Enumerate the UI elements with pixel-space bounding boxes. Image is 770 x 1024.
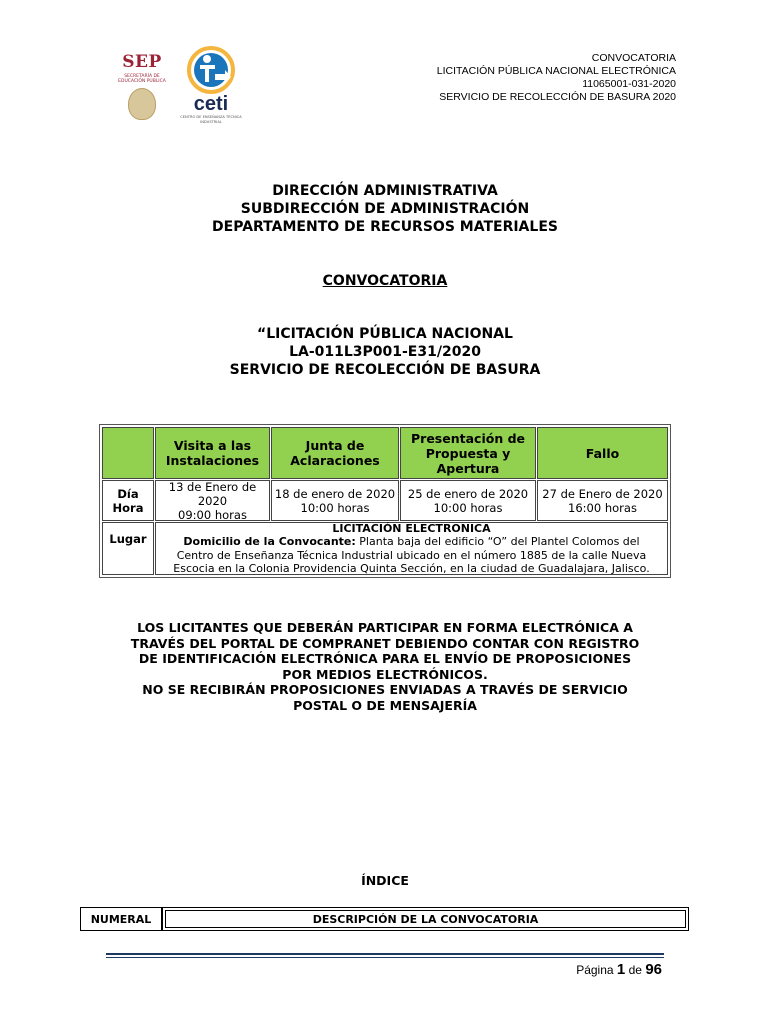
indice-table-header [80,907,689,931]
lugar-line-1-text: Planta baja del edificio “O” del Plantel Colomos del [355,535,640,548]
cell-presentacion [400,480,536,521]
licitacion-titles [0,325,770,379]
lugar-bold-label: Domicilio de la Convocante: [183,535,356,548]
fallo-time: 16:00 horas [568,500,637,515]
visita-line-2: 2020 [197,493,228,508]
header-presentacion [400,427,536,479]
notice-line-5: NO SE RECIBIRÁN PROPOSICIONES ENVIADAS A TRAVÉS DE SERVICIO [142,682,628,697]
header-visita [155,427,270,479]
title-servicio: SERVICIO DE RECOLECCIÓN DE BASURA [229,362,541,378]
lugar-title: LICITACIÓN ELECTRONICA [332,521,491,535]
indice-title: ÍNDICE [361,873,409,888]
cell-fallo [537,480,668,521]
row-label-dia: Día [117,486,139,501]
presentacion-date: 25 de enero de 2020 [407,486,529,501]
current-page: 1 [616,961,626,978]
header-junta-label: Junta de Aclaraciones [290,438,380,468]
row-label-lugar [102,522,154,575]
title-numero: LA-011L3P001-E31/2020 [289,344,481,360]
schedule-table [99,424,671,578]
title-subdireccion: SUBDIRECCIÓN DE ADMINISTRACIÓN [240,201,530,217]
de-label: de [628,963,642,977]
fallo-date: 27 de Enero de 2020 [542,486,663,501]
junta-time: 10:00 horas [300,500,370,515]
pagina-label: Página [576,963,614,977]
total-pages: 96 [645,961,662,978]
ceti-logo [180,44,242,130]
indice-inner-border [165,910,686,928]
lugar-line-2: Centro de Enseñanza Técnica Industrial ubicado en el número 1885 de la calle Nueva [176,548,647,562]
presentacion-time: 10:00 horas [433,500,503,515]
notice-line-6: POSTAL O DE MENSAJERÍA [293,697,477,713]
sep-seal-icon [128,88,156,120]
notice-line-2: TRAVÉS DEL PORTAL DE COMPRANET DEBIENDO CONTAR CON REGISTRO [130,635,640,651]
visita-line-1: 13 de Enero de [168,479,257,494]
header-line-2: LICITACIÓN PÚBLICA NACIONAL ELECTRÓNICA [436,65,676,77]
header-presentacion-label: Presentación de Propuesta y Apertura [411,430,525,476]
indice-col-numeral-label: NUMERAL [90,912,152,926]
row-label-dia-hora [102,480,154,521]
lugar-line-3: Escocia en la Colonia Providencia Quinta Sección, en la ciudad de Guadalajara, Jalisco. [173,562,650,575]
notice-line-3: DE IDENTIFICACIÓN ELECTRÓNICA PARA EL ENVÍO DE PROPOSICIONES [138,651,632,666]
sep-logo [112,52,172,124]
sep-logo-text: SEP [122,52,162,72]
indice-col-descripcion-label: DESCRIPCIÓN DE LA CONVOCATORIA [312,912,539,926]
lugar-label: Lugar [109,532,147,546]
header-visita-label: Visita a las Instalaciones [165,438,260,468]
schedule-corner-cell [102,427,154,479]
indice-col-numeral [80,907,162,931]
footer-rule-top [106,953,664,955]
department-titles [0,182,770,236]
footer-rule-bottom [106,957,664,958]
header-fallo [537,427,668,479]
page-number [576,961,662,978]
title-convocatoria: CONVOCATORIA [322,273,448,289]
junta-date: 18 de enero de 2020 [274,486,396,501]
title-direccion: DIRECCIÓN ADMINISTRATIVA [272,183,498,199]
cell-visita [155,480,270,521]
lugar-line-1 [183,535,639,549]
header-line-4: SERVICIO DE RECOLECCIÓN DE BASURA 2020 [439,91,676,103]
document-header [437,52,676,104]
indice-col-descripcion [162,907,689,931]
cell-junta [271,480,399,521]
participation-notice [0,620,770,713]
cell-lugar [155,522,668,575]
title-licitacion: “LICITACIÓN PÚBLICA NACIONAL [257,326,513,342]
title-departamento: DEPARTAMENTO DE RECURSOS MATERIALES [212,219,558,235]
header-junta [271,427,399,479]
header-fallo-label: Fallo [585,445,620,461]
header-line-3: 11065001-031-2020 [582,78,676,90]
notice-line-4: POR MEDIOS ELECTRÓNICOS. [282,666,488,682]
notice-line-1: LOS LICITANTES QUE DEBERÁN PARTICIPAR EN FORMA ELECTRÓNICA A [137,620,633,635]
svg-text:ceti: ceti [193,93,229,115]
row-label-hora: Hora [112,500,144,515]
visita-line-3: 09:00 horas [178,507,247,522]
header-line-1: CONVOCATORIA [591,52,676,64]
sep-logo-subtext: SECRETARÍA DE EDUCACIÓN PÚBLICA [118,74,166,84]
ceti-logo-subtext: CENTRO DE ENSEÑANZA TÉCNICA INDUSTRIAL [180,115,242,124]
